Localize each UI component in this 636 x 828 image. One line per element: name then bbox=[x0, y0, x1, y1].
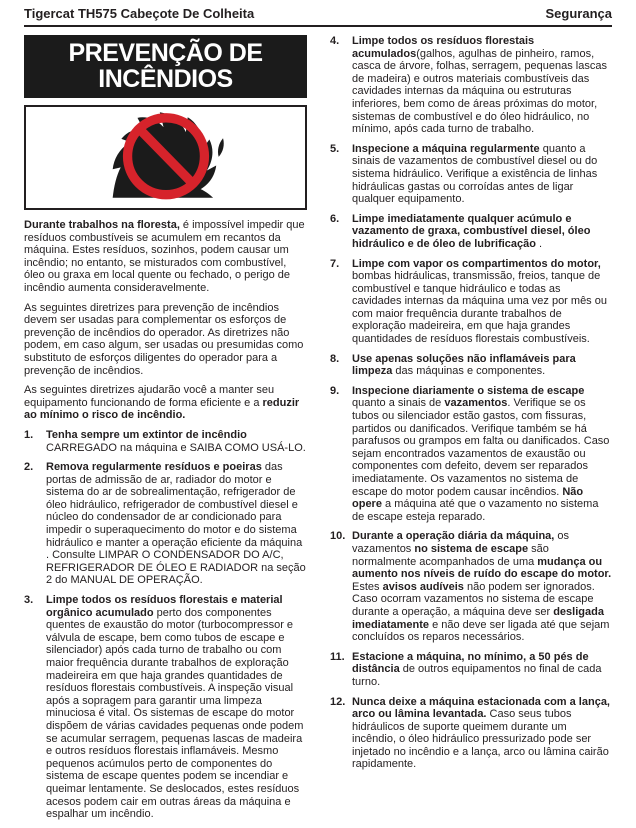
list-item bbox=[24, 429, 307, 454]
list-item-text bbox=[352, 696, 613, 772]
text: não podem ser ignorados. Caso ocorram vazamentos no sistema de escape durante a operação, a máquina deve ser bbox=[352, 580, 595, 618]
list-item-number: 9. bbox=[330, 384, 340, 397]
header-title: Tigercat TH575 Cabeçote De Colheita bbox=[24, 6, 255, 21]
text: Caso seus tubos hidráulicos de suporte queimem durante um incêndio, o óleo hidráulico pressurizado pode ser injetado no incêndio e a lança, arco ou lâmina cairão rapidamente. bbox=[352, 708, 609, 771]
list-item-text bbox=[352, 385, 613, 524]
list-item-number: 8. bbox=[330, 352, 340, 365]
list-item-text bbox=[352, 213, 613, 251]
two-column-body bbox=[24, 35, 612, 828]
paragraph bbox=[24, 302, 307, 378]
bold-text: mudança ou aumento nos níveis de ruído do escape do motor. bbox=[352, 555, 612, 581]
text: (galhos, agulhas de pinheiro, ramos, casca de árvore, folhas, serragem, pequenas lascas de madeira) e outros materiais combustíveis das cavidades internas da máquina ou estruturas inferiores, bem como de áreas próximas do motor, sistemas de combustível e do óleo hidráulico, no mínimo, após cada turno de trabalho. bbox=[352, 47, 607, 136]
bold-text: Inspecione a máquina regularmente bbox=[352, 142, 540, 155]
bold-text: Limpe todos os resíduos florestais e material orgânico acumulado bbox=[46, 594, 283, 619]
bold-text: reduzir ao mínimo o risco de incêndio. bbox=[24, 396, 300, 422]
no-fire-symbol-box bbox=[24, 105, 307, 210]
bold-text: Limpe todos os resíduos florestais acumulados bbox=[352, 35, 535, 60]
bold-text: avisos audíveis bbox=[382, 580, 464, 593]
text: bombas hidráulicas, transmissão, freios, tanque de combustível e tanque hidráulico e todas as cavidades internas da máquina uma vez por mês ou com maior frequência durante trabalhos de exploração madeireira, em que haja grandes quantidades de resíduos florestais combustíveis. bbox=[352, 270, 607, 346]
bold-text: Durante trabalhos na floresta, bbox=[24, 219, 180, 231]
list-item-text bbox=[352, 258, 613, 346]
bold-text: no sistema de escape bbox=[414, 542, 529, 555]
list-item-text bbox=[352, 35, 613, 136]
bold-text: Limpe imediatamente qualquer acúmulo e vazamento de graxa, combustível diesel, óleo hidráulico e de óleo de lubrificação bbox=[352, 212, 591, 250]
list-item bbox=[330, 353, 613, 378]
list-item-number: 2. bbox=[24, 461, 34, 474]
intro-paragraphs bbox=[24, 219, 307, 422]
list-item-number: 6. bbox=[330, 212, 340, 225]
list-item-number: 11. bbox=[330, 650, 345, 663]
no-fire-prohibition-icon bbox=[91, 111, 241, 204]
list-item-number: 1. bbox=[24, 428, 34, 441]
list-item bbox=[330, 651, 613, 689]
banner-line-1: PREVENÇÃO DE bbox=[68, 39, 263, 67]
flame-spark-icon bbox=[217, 138, 223, 157]
list-item bbox=[330, 530, 613, 643]
bold-text: Remova regularmente resíduos e poeiras bbox=[46, 461, 262, 474]
right-list bbox=[330, 35, 613, 771]
list-item bbox=[330, 385, 613, 524]
left-list bbox=[24, 429, 307, 821]
text: quanto a sinais de vazamentos de combustível diesel ou do sistema hidráulico. Verifique a existência de linhas hidráulicas gastas ou corroídas antes de ligar qualquer equipamento. bbox=[352, 142, 598, 206]
list-item bbox=[330, 213, 613, 251]
text: Estes bbox=[352, 580, 383, 593]
text: das máquinas e componentes. bbox=[392, 365, 546, 378]
text: os vazamentos bbox=[352, 530, 570, 555]
bold-text: Limpe com vapor os compartimentos do motor, bbox=[352, 257, 601, 270]
list-item-number: 5. bbox=[330, 142, 340, 155]
text: a máquina até que o vazamento no sistema de escape esteja reparado. bbox=[352, 498, 599, 523]
list-item bbox=[330, 696, 613, 772]
text: . bbox=[536, 237, 543, 250]
list-item bbox=[330, 258, 613, 346]
list-item-text bbox=[46, 429, 307, 454]
bold-text: Tenha sempre um extintor de incêndio bbox=[46, 428, 247, 441]
page-header bbox=[24, 6, 612, 27]
text: . Verifique se os tubos ou silenciador estão gastos, com fissuras, partidos ou danificados. Verifique também se há parafusos ou grampos em falta ou danificados. Caso sejam encontrados vazamentos de exaustão ou componentes com defeito, devem ser reparados imediatamente. Os vazamentos no sistema de escape do motor podem causar incêndios. bbox=[352, 397, 610, 498]
bold-text: Use apenas soluções não inflamáveis para limpeza bbox=[352, 352, 576, 378]
list-item-number: 3. bbox=[24, 594, 34, 607]
banner-line-2: INCÊNDIOS bbox=[98, 65, 233, 93]
list-item bbox=[24, 594, 307, 821]
header-section: Segurança bbox=[545, 6, 612, 21]
right-column bbox=[330, 35, 613, 828]
list-item-text bbox=[352, 143, 613, 206]
list-item-number: 10. bbox=[330, 530, 346, 543]
list-item-number: 4. bbox=[330, 35, 340, 47]
left-column bbox=[24, 35, 307, 828]
list-item bbox=[330, 143, 613, 206]
text: e não deve ser ligada até que sejam concluídos os reparos necessários. bbox=[352, 618, 610, 644]
bold-text: Durante a operação diária da máquina, bbox=[352, 530, 555, 543]
bold-text: Nunca deixe a máquina estacionada com a lança, arco ou lâmina levantada. bbox=[352, 695, 610, 721]
text: das portas de admissão de ar, radiador do motor e sistema do ar de sobrealimentação, refrigerador de óleo hidráulico, refrigerador de combustível diesel e núcleo do condensador de ar condicionado para impedir o superaquecimento do motor e do sistema hidráulico e manter a operação eficiente da máquina . Consulte LIMPAR O CONDENSADOR DO A/C, REFRIGERADOR DE ÓLEO E RADIADOR na seção 2 do MANUAL DE OPERAÇÃO. bbox=[46, 461, 306, 587]
list-item-text bbox=[46, 461, 307, 587]
text: CARREGADO na máquina e SAIBA COMO USÁ-LO. bbox=[46, 441, 306, 454]
list-item bbox=[330, 35, 613, 136]
text: perto dos componentes quentes de exaustão do motor (turbocompressor e válvula de escape, bem como tubos de escape e silenciador) após cada turno de trabalho ou com maior frequência durante trabalhos de exploração madeireira em que haja grandes quantidades de resíduos florestais combustíveis. A inspeção visual após a sopragem para garantir uma limpeza minuciosa é vital. Os sistemas de escape do motor dispõem de várias cavidades pequenas onde podem se acumular serragem, pequenas lascas de madeira e outros resíduos florestais inflamáveis. Mesmo pequenos acúmulos perto de componentes do sistema de escape quentes podem se incendiar e queimar lentamente. Se deslocados, estes resíduos acesos podem cair em outras áreas da máquina e espalhar um incêndio. bbox=[46, 606, 304, 821]
list-item-number: 12. bbox=[330, 695, 346, 708]
list-item-text bbox=[352, 530, 613, 643]
list-item bbox=[24, 461, 307, 587]
text: As seguintes diretrizes ajudarão você a manter seu equipamento funcionando de forma eficiente e a bbox=[24, 384, 275, 409]
bold-text: desligada imediatamente bbox=[352, 605, 604, 631]
list-item-text bbox=[46, 594, 307, 821]
bold-text: vazamentos bbox=[444, 397, 508, 410]
text: quanto a sinais de bbox=[352, 397, 445, 410]
text: são normalmente acompanhados de uma bbox=[352, 542, 549, 568]
text: é impossível impedir que resíduos combustíveis se acumulem em recantos da máquina. Estes resíduos, sozinhos, podem causar um incêndio; no entanto, se misturados com combustível, óleo ou graxa em local quente ou fechado, o perigo de incêndio aumenta consideravelmente. bbox=[24, 219, 305, 294]
fire-prevention-banner bbox=[24, 35, 307, 98]
list-item-text bbox=[352, 651, 613, 689]
paragraph bbox=[24, 219, 307, 295]
bold-text: Inspecione diariamente o sistema de escape bbox=[352, 384, 585, 397]
list-item-number: 7. bbox=[330, 257, 340, 270]
text: de outros equipamentos no final de cada turno. bbox=[352, 663, 602, 688]
bold-text: Não opere bbox=[352, 485, 584, 511]
bold-text: Estacione a máquina, no mínimo, a 50 pés de distância bbox=[352, 650, 589, 676]
list-item-text bbox=[352, 353, 613, 378]
paragraph bbox=[24, 384, 307, 422]
text: As seguintes diretrizes para prevenção de incêndios devem ser usadas para complementar os esforços de prevenção de incêndios do operador. As diretrizes não podem, em caso algum, ser usadas ou presumidas como substituto de esforços diligentes do operador para a prevenção de incêndios. bbox=[24, 301, 304, 377]
